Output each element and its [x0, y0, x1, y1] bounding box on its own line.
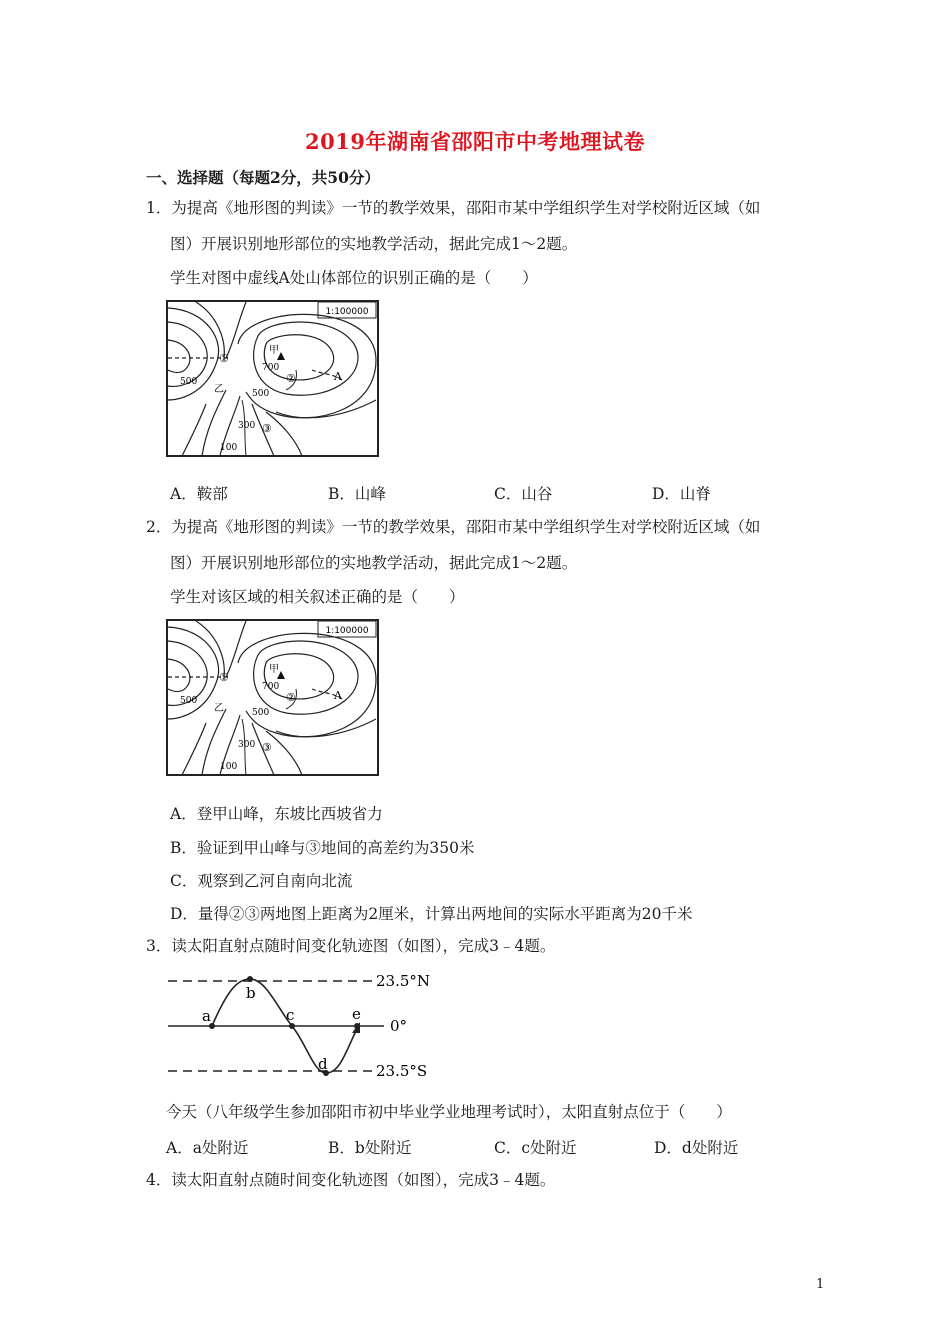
line-a-label: A	[334, 370, 342, 383]
question-1-stem: 学生对图中虚线A处山体部位的识别正确的是（ ）	[170, 269, 538, 287]
point-e: e	[352, 1005, 361, 1023]
q3-option-c: C．c处附近	[494, 1139, 577, 1157]
contour-label-300: 300	[238, 421, 256, 431]
map-scale: 1:100000	[325, 626, 369, 636]
page-number: 1	[816, 1277, 825, 1292]
sun-path-diagram	[166, 965, 446, 1089]
contour-label-700: 700	[262, 363, 280, 373]
point-3-label: ③	[262, 422, 272, 435]
contour-label-100: 100	[220, 443, 238, 453]
peak-label: 甲	[269, 345, 279, 356]
contour-label-500-right: 500	[252, 708, 270, 718]
contour-label-300: 300	[238, 740, 256, 750]
q1-option-a: A．鞍部	[170, 485, 228, 503]
label-north: 23.5°N	[376, 972, 431, 990]
q3-option-a: A．a处附近	[166, 1139, 249, 1157]
q1-option-b: B．山峰	[328, 485, 386, 503]
q2-option-d: D．量得②③两地图上距离为2厘米，计算出两地间的实际水平距离为20千米	[170, 905, 693, 923]
question-2-line-2: 图）开展识别地形部位的实地教学活动，据此完成1～2题。	[170, 554, 578, 572]
question-4-line-1: 4．读太阳直射点随时间变化轨迹图（如图），完成3﹣4题。	[146, 1171, 556, 1189]
river-label: 乙	[214, 384, 224, 395]
contour-map-1	[166, 300, 380, 460]
point-2-label: ②	[286, 372, 296, 385]
question-2-line-1: 2．为提高《地形图的判读》一节的教学效果，邵阳市某中学组织学生对学校附近区域（如	[146, 518, 761, 536]
point-3-label: ③	[262, 741, 272, 754]
q2-option-a: A．登甲山峰，东坡比西坡省力	[170, 805, 383, 823]
contour-label-100: 100	[220, 762, 238, 772]
q1-option-c: C．山谷	[494, 485, 553, 503]
contour-label-500-right: 500	[252, 389, 270, 399]
peak-label: 甲	[269, 664, 279, 675]
contour-map-2	[166, 619, 380, 779]
label-equator: 0°	[390, 1017, 408, 1035]
question-3-line-1: 3．读太阳直射点随时间变化轨迹图（如图），完成3﹣4题。	[146, 937, 556, 955]
q3-option-d: D．d处附近	[654, 1139, 739, 1157]
question-1-line-2: 图）开展识别地形部位的实地教学活动，据此完成1～2题。	[170, 235, 578, 253]
label-south: 23.5°S	[376, 1062, 428, 1080]
point-1-label: ①	[219, 671, 229, 684]
point-c: c	[286, 1006, 295, 1024]
line-a-label: A	[334, 689, 342, 702]
question-2-stem: 学生对该区域的相关叙述正确的是（ ）	[170, 588, 465, 606]
river-label: 乙	[214, 703, 224, 714]
point-1-label: ①	[219, 352, 229, 365]
point-b: b	[246, 984, 256, 1002]
contour-label-500-left: 500	[180, 696, 198, 706]
contour-label-500-left: 500	[180, 377, 198, 387]
map-scale: 1:100000	[325, 307, 369, 317]
page-title: 2019年湖南省邵阳市中考地理试卷	[305, 129, 645, 154]
point-2-label: ②	[286, 691, 296, 704]
contour-label-700: 700	[262, 682, 280, 692]
q2-option-c: C．观察到乙河自南向北流	[170, 872, 353, 890]
point-d: d	[318, 1055, 328, 1073]
section-heading: 一、选择题（每题2分，共50分）	[146, 168, 380, 187]
q1-option-d: D．山脊	[652, 485, 711, 503]
point-a: a	[202, 1007, 211, 1025]
q3-option-b: B．b处附近	[328, 1139, 412, 1157]
question-3-stem: 今天（八年级学生参加邵阳市初中毕业学业地理考试时），太阳直射点位于（ ）	[166, 1103, 732, 1121]
q2-option-b: B．验证到甲山峰与③地间的高差约为350米	[170, 839, 475, 857]
question-1-line-1: 1．为提高《地形图的判读》一节的教学效果，邵阳市某中学组织学生对学校附近区域（如	[146, 199, 761, 217]
